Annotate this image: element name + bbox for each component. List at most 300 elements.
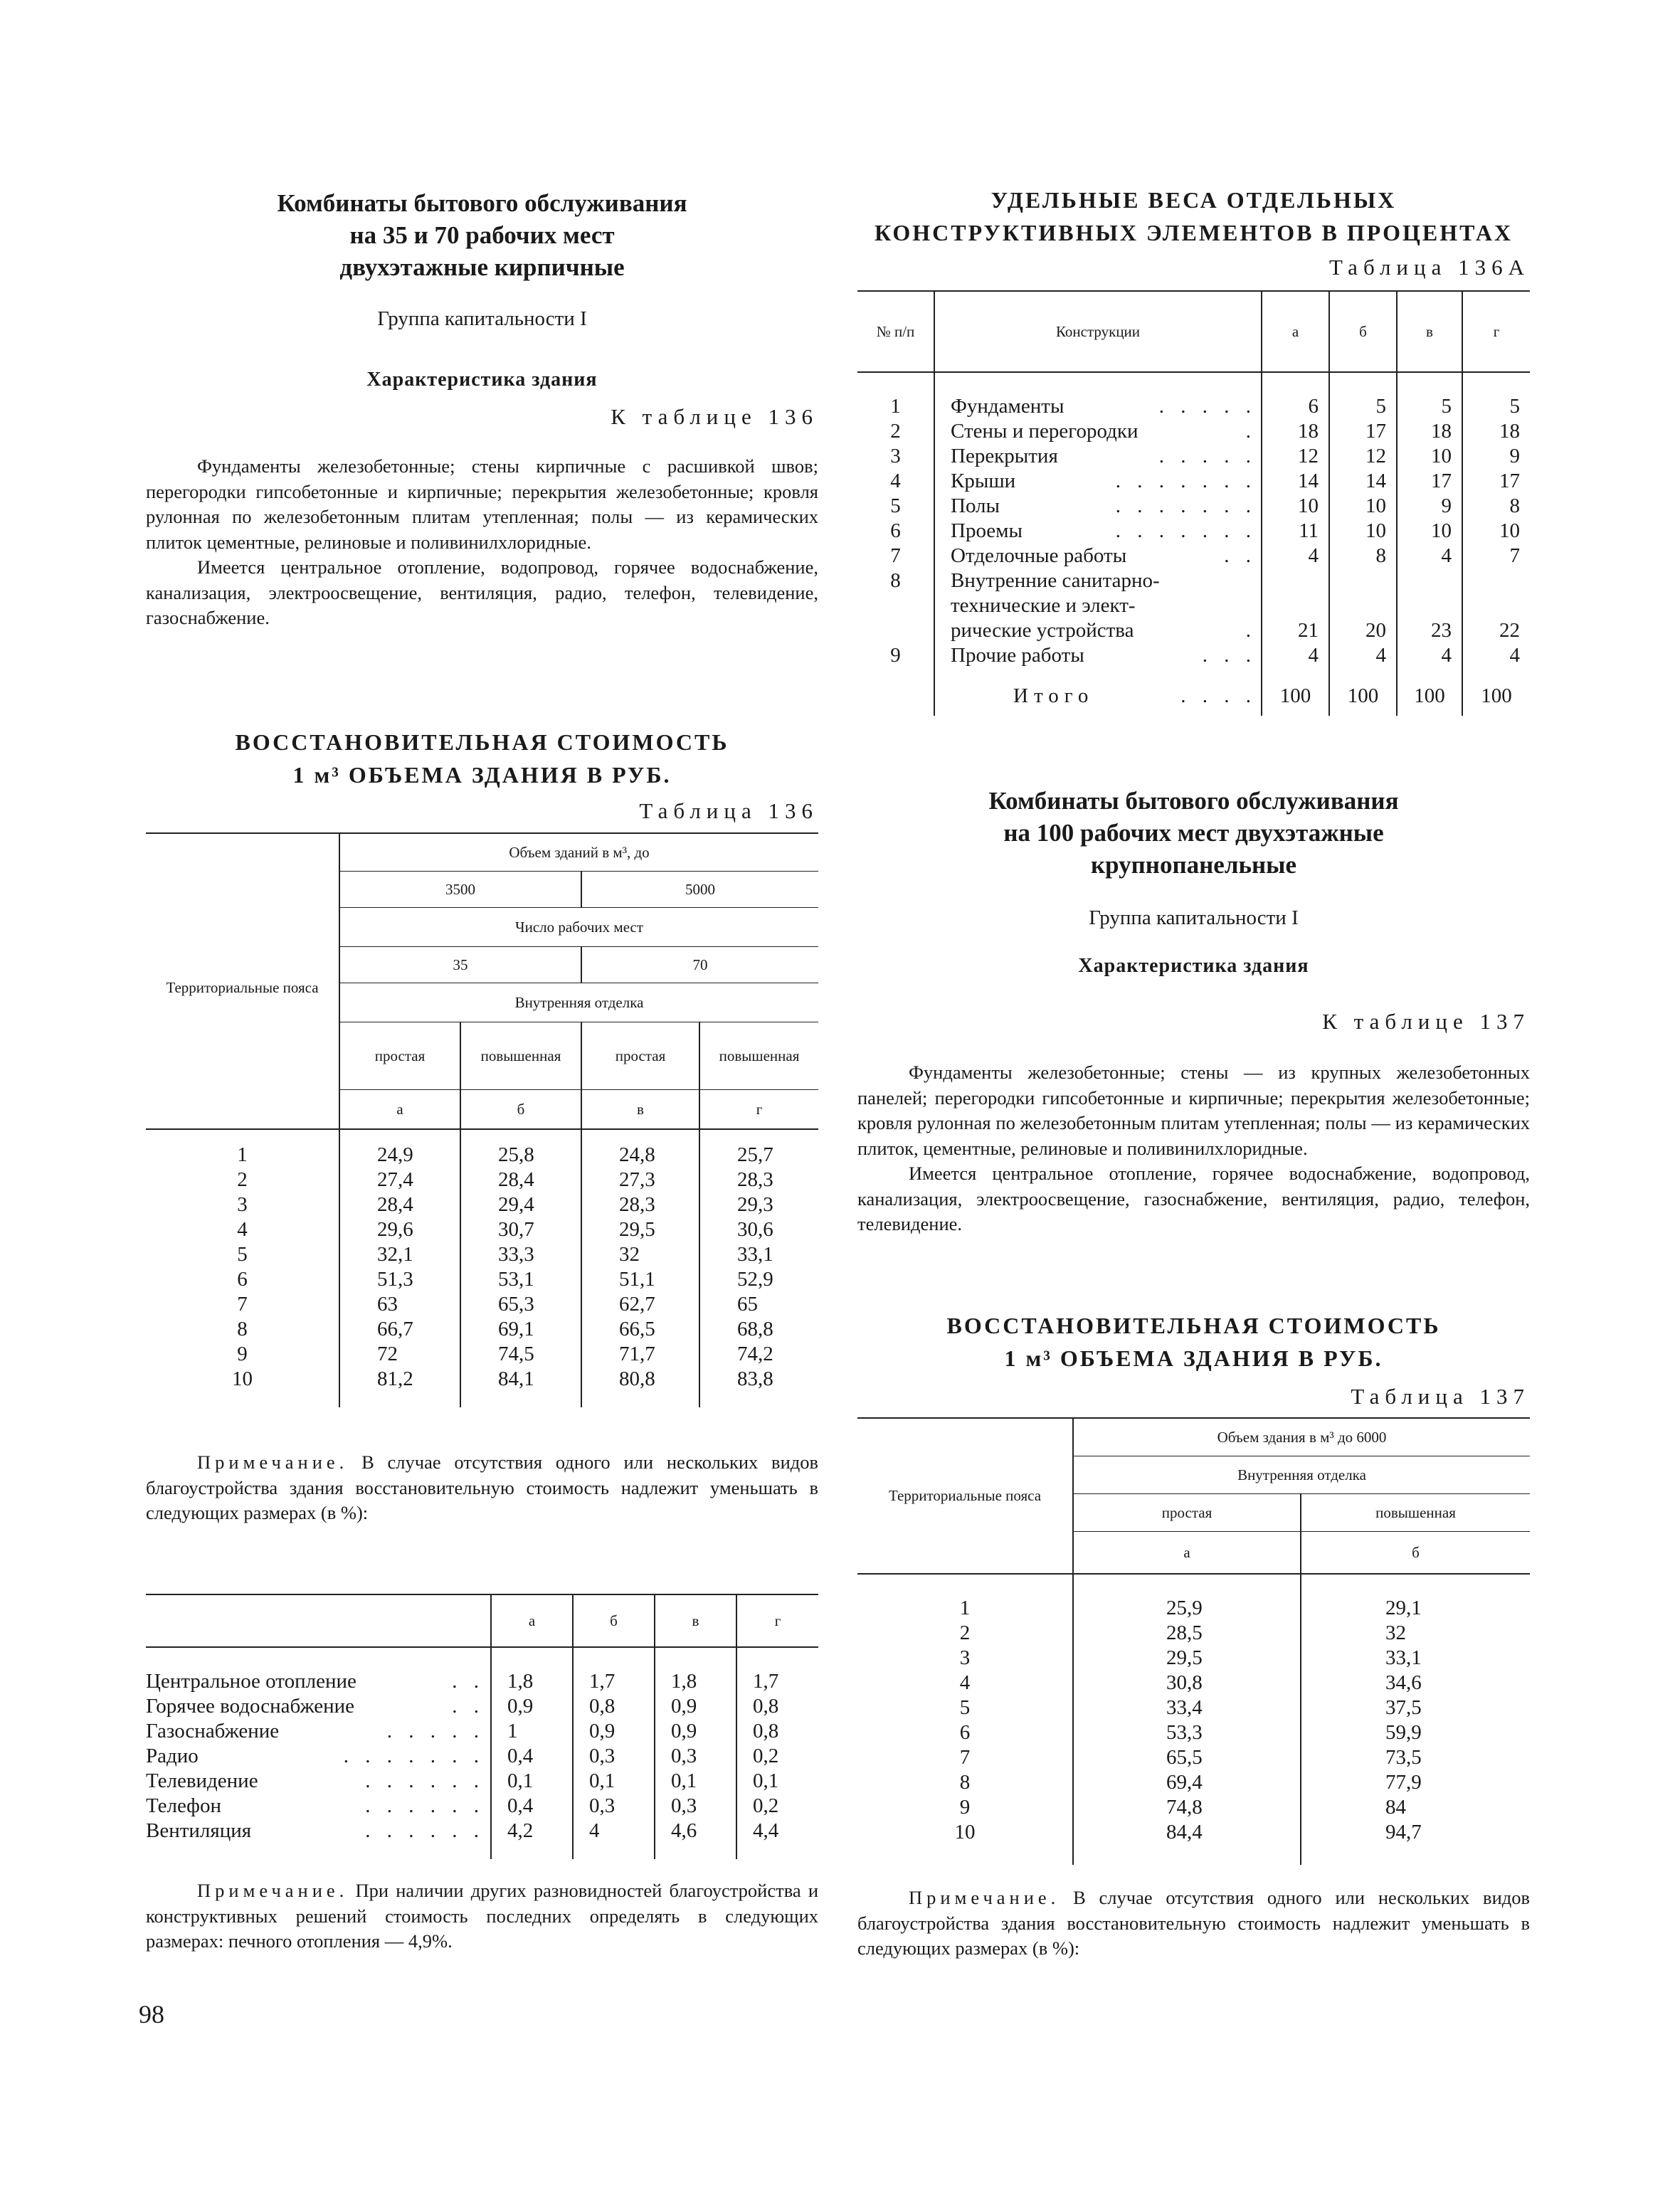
- cost-heading: [146, 726, 818, 791]
- leader-dots: . . . . .: [1158, 395, 1257, 418]
- table-row: [857, 1671, 1530, 1695]
- construction-name: Проемы: [951, 519, 1023, 542]
- finish-type: простая: [1073, 1494, 1301, 1532]
- cost-value: 80,8: [581, 1367, 699, 1407]
- zone-number: 3: [959, 1646, 971, 1669]
- reduction-value: 1,7: [573, 1647, 655, 1694]
- reduction-value: 0,3: [573, 1744, 655, 1769]
- cost-value: 65,3: [460, 1292, 581, 1317]
- cost-value: 81,2: [339, 1367, 460, 1407]
- total-value: 100: [1462, 668, 1530, 716]
- cost-value: 72: [339, 1342, 460, 1367]
- table-row: [146, 1292, 818, 1317]
- finish-header: Внутренняя отделка: [339, 983, 818, 1022]
- leader-dots: . . . . . .: [365, 1794, 485, 1817]
- heading-line: ВОССТАНОВИТЕЛЬНАЯ СТОИМОСТЬ: [235, 729, 729, 755]
- column-letter: а: [491, 1594, 573, 1647]
- finish-type: повышенная: [1301, 1494, 1530, 1532]
- reduction-value: 0,3: [655, 1794, 736, 1819]
- cost-value: 33,3: [460, 1242, 581, 1267]
- cost-value: 32,1: [339, 1242, 460, 1267]
- table-row: [146, 1719, 818, 1744]
- cost-value: 37,5: [1301, 1695, 1530, 1720]
- workers-header: Число рабочих мест: [339, 908, 818, 947]
- reduction-value: 0,2: [736, 1744, 818, 1769]
- column-letter: г: [736, 1594, 818, 1647]
- reduction-value: 4,4: [736, 1819, 818, 1859]
- reduction-value: 1,7: [736, 1647, 818, 1694]
- weight-value: 9: [1397, 494, 1462, 519]
- column-letter: б: [1329, 291, 1397, 372]
- cost-value: 62,7: [581, 1292, 699, 1317]
- construction-cell: [934, 568, 1262, 643]
- building-description: [146, 454, 818, 631]
- table-row: [857, 544, 1530, 568]
- cost-value: 66,5: [581, 1317, 699, 1342]
- table-row: [146, 1217, 818, 1242]
- title-line: на 100 рабочих мест двухэтажные: [1003, 819, 1384, 847]
- cost-value: 59,9: [1301, 1720, 1530, 1745]
- finish-type: повышенная: [699, 1022, 818, 1090]
- description-paragraph: Имеется центральное отопление, водопровод, горячее водоснабжение, канализация, электроосвещение, вентиляция, радио, телефон, телевидение, газоснабжение.: [146, 556, 818, 628]
- zone-number: 9: [237, 1343, 248, 1365]
- zone-number: 5: [237, 1243, 248, 1266]
- note-label: Примечание.: [909, 1887, 1060, 1908]
- row-number: 7: [890, 544, 901, 567]
- weight-value: 18: [1462, 419, 1530, 444]
- table-row: [857, 494, 1530, 519]
- reduction-value: 0,1: [573, 1769, 655, 1794]
- zone-number: 1: [959, 1597, 971, 1619]
- construction-line: [951, 544, 1257, 568]
- column-letter: б: [460, 1090, 581, 1130]
- amenity-name: Радио: [146, 1745, 199, 1767]
- table-row: [146, 1744, 818, 1769]
- weight-value: 4: [1262, 544, 1329, 568]
- finish-type: простая: [339, 1022, 460, 1090]
- table-row: [857, 568, 1530, 643]
- table-row: [857, 519, 1530, 544]
- title-line: на 35 и 70 рабочих мест: [349, 221, 615, 249]
- cost-value: 71,7: [581, 1342, 699, 1367]
- reduction-value: 0,3: [655, 1744, 736, 1769]
- zone-header: Территориальные пояса: [166, 979, 319, 996]
- workers-value: 70: [581, 947, 818, 983]
- table-row: [857, 643, 1530, 668]
- construction-name: Стены и перегородки: [951, 420, 1139, 443]
- cost-value: 29,3: [699, 1192, 818, 1217]
- volume-value: 3500: [339, 872, 581, 908]
- table-row: [146, 1794, 818, 1819]
- table-row: [857, 1621, 1530, 1646]
- construction-line: [951, 643, 1257, 668]
- table-label: Таблица 136А: [1329, 255, 1530, 280]
- note-paragraph: [146, 1450, 818, 1526]
- note-3: [857, 1885, 1530, 1962]
- cost-value: 84,1: [460, 1367, 581, 1407]
- cost-value: 29,5: [1073, 1646, 1301, 1671]
- column-letter: в: [581, 1090, 699, 1130]
- page-number: 98: [139, 2000, 164, 2028]
- table-row: [146, 1317, 818, 1342]
- total-value: 100: [1262, 668, 1329, 716]
- row-number: 6: [890, 519, 901, 542]
- amenities-table: [146, 1594, 818, 1859]
- weight-value: 5: [1329, 372, 1397, 419]
- note-2: [146, 1878, 818, 1954]
- amenity-name-cell: [146, 1694, 491, 1719]
- reduction-value: 1: [491, 1719, 573, 1744]
- cost-value: 33,1: [699, 1242, 818, 1267]
- table-row: [146, 1129, 818, 1168]
- cost-value: 25,8: [460, 1129, 581, 1168]
- total-value: 100: [1329, 668, 1397, 716]
- table-row: [146, 1819, 818, 1859]
- note-text: В случае отсутствия одного или нескольких видов благоустройства здания восстановительную стоимость надлежит уменьшать в следующих размерах (в %):: [146, 1451, 818, 1523]
- cost-value: 28,3: [699, 1168, 818, 1192]
- column-letter: а: [1073, 1532, 1301, 1575]
- construction-name: технические и элект-: [951, 594, 1136, 617]
- cost-value: 25,7: [699, 1129, 818, 1168]
- heading-line: КОНСТРУКТИВНЫХ ЭЛЕМЕНТОВ В ПРОЦЕНТАХ: [874, 220, 1513, 245]
- reduction-value: 4: [573, 1819, 655, 1859]
- volume-value: 5000: [581, 872, 818, 908]
- reduction-value: 0,2: [736, 1794, 818, 1819]
- reduction-value: 0,4: [491, 1744, 573, 1769]
- weight-value: 12: [1262, 444, 1329, 469]
- heading-line: УДЕЛЬНЫЕ ВЕСА ОТДЕЛЬНЫХ: [990, 187, 1397, 213]
- construction-name: Перекрытия: [951, 445, 1058, 467]
- zone-number: 6: [959, 1721, 971, 1744]
- cost-value: 74,5: [460, 1342, 581, 1367]
- construction-name: рические устройства: [951, 619, 1134, 642]
- column-letter: б: [1301, 1532, 1530, 1575]
- construction-name: Внутренние санитарно-: [951, 569, 1160, 592]
- table-row: [857, 1695, 1530, 1720]
- reduction-value: 0,3: [573, 1794, 655, 1819]
- cost-value: 33,1: [1301, 1646, 1530, 1671]
- total-label-cell: [934, 668, 1262, 716]
- construction-cell: [934, 519, 1262, 544]
- cost-heading: [857, 1309, 1530, 1375]
- heading-line: ВОССТАНОВИТЕЛЬНАЯ СТОИМОСТЬ: [946, 1313, 1441, 1338]
- weight-value: 5: [1462, 372, 1530, 419]
- column-letter: а: [339, 1090, 460, 1130]
- leader-dots: . . . . .: [386, 1720, 485, 1742]
- cost-value: 73,5: [1301, 1745, 1530, 1770]
- cost-value: 74,8: [1073, 1795, 1301, 1820]
- leader-dots: . .: [452, 1695, 485, 1718]
- cost-value: 53,3: [1073, 1720, 1301, 1745]
- amenity-name-cell: [146, 1769, 491, 1794]
- reduction-value: 4,6: [655, 1819, 736, 1859]
- volume-header: Объем зданий в м³, до: [339, 833, 818, 872]
- leader-dots: . .: [452, 1670, 485, 1693]
- weight-value: 20: [1329, 568, 1397, 643]
- column-letter: а: [1262, 291, 1329, 372]
- table-row: [146, 1192, 818, 1217]
- total-label: Итого: [1013, 684, 1094, 707]
- weight-value: 23: [1397, 568, 1462, 643]
- constructions-header: Конструкции: [934, 291, 1262, 372]
- amenity-name-cell: [146, 1744, 491, 1769]
- leader-dots: . . . . . .: [365, 1769, 485, 1792]
- leader-dots: .: [1245, 619, 1257, 642]
- construction-name: Прочие работы: [951, 644, 1084, 667]
- characteristics-heading: Характеристика здания: [366, 369, 598, 391]
- row-number: 3: [890, 445, 901, 467]
- cost-value: 29,4: [460, 1192, 581, 1217]
- cost-value: 34,6: [1301, 1671, 1530, 1695]
- construction-line: [951, 394, 1257, 419]
- leader-dots: . . . . . . .: [1115, 494, 1257, 517]
- table-row: [146, 1647, 818, 1694]
- amenity-name-cell: [146, 1794, 491, 1819]
- cost-value: 51,1: [581, 1267, 699, 1292]
- volume-header: Объем здания в м³ до 6000: [1073, 1418, 1530, 1456]
- table-136: [146, 832, 818, 1407]
- cost-value: 24,8: [581, 1129, 699, 1168]
- construction-line: [951, 419, 1257, 444]
- cost-value: 65: [699, 1292, 818, 1317]
- zone-number: 5: [959, 1696, 971, 1719]
- weight-value: 4: [1462, 643, 1530, 668]
- amenity-name-cell: [146, 1819, 491, 1859]
- construction-name: Полы: [951, 494, 1000, 517]
- amenity-header-blank: [146, 1594, 491, 1647]
- leader-dots: . . . . . . .: [1115, 470, 1257, 492]
- column-letter: в: [655, 1594, 736, 1647]
- capital-group: Группа капитальности I: [1089, 906, 1299, 929]
- row-number: 5: [890, 494, 901, 517]
- weight-value: 22: [1462, 568, 1530, 643]
- table-row: [857, 372, 1530, 419]
- note-text: В случае отсутствия одного или нескольких видов благоустройства здания восстановительную стоимость надлежит уменьшать в следующих размерах (в %):: [857, 1887, 1530, 1959]
- cost-value: 28,3: [581, 1192, 699, 1217]
- table-row: [857, 1646, 1530, 1671]
- zone-number: 10: [232, 1367, 253, 1390]
- cost-value: 94,7: [1301, 1820, 1530, 1865]
- cost-value: 84: [1301, 1795, 1530, 1820]
- weight-value: 18: [1397, 419, 1462, 444]
- construction-line: [951, 469, 1257, 494]
- leader-dots: . . . . . .: [365, 1819, 485, 1842]
- cost-value: 29,6: [339, 1217, 460, 1242]
- cost-value: 33,4: [1073, 1695, 1301, 1720]
- column-letter: б: [573, 1594, 655, 1647]
- reduction-value: 0,9: [655, 1719, 736, 1744]
- cost-value: 30,6: [699, 1217, 818, 1242]
- weight-value: 4: [1329, 643, 1397, 668]
- cost-value: 69,1: [460, 1317, 581, 1342]
- weight-value: 9: [1462, 444, 1530, 469]
- title-line: крупнопанельные: [1090, 851, 1297, 879]
- amenity-name: Телефон: [146, 1794, 221, 1817]
- column-letter: г: [1462, 291, 1530, 372]
- zone-number: 8: [237, 1318, 248, 1340]
- construction-cell: [934, 494, 1262, 519]
- zone-number: 10: [954, 1821, 976, 1843]
- cost-value: 77,9: [1301, 1770, 1530, 1795]
- table-row: [146, 1342, 818, 1367]
- weight-value: 18: [1262, 419, 1329, 444]
- weight-value: 10: [1462, 519, 1530, 544]
- construction-name: Крыши: [951, 470, 1016, 492]
- weight-value: 10: [1262, 494, 1329, 519]
- table-reference: К таблице 137: [1322, 1009, 1530, 1034]
- cost-value: 29,5: [581, 1217, 699, 1242]
- table-row: [857, 1720, 1530, 1745]
- amenity-name: Вентиляция: [146, 1819, 252, 1842]
- cost-value: 30,8: [1073, 1671, 1301, 1695]
- cost-value: 83,8: [699, 1367, 818, 1407]
- weight-value: 5: [1397, 372, 1462, 419]
- zone-number: 7: [237, 1293, 248, 1316]
- cost-value: 52,9: [699, 1267, 818, 1292]
- column-letter: в: [1397, 291, 1462, 372]
- weight-value: 4: [1397, 643, 1462, 668]
- row-number: 1: [890, 395, 901, 418]
- construction-line: [951, 593, 1257, 618]
- table-row: [146, 1769, 818, 1794]
- construction-line: [951, 444, 1257, 469]
- cost-value: 24,9: [339, 1129, 460, 1168]
- construction-line: [951, 618, 1257, 643]
- section-title: [146, 187, 818, 283]
- note-label: Примечание.: [197, 1451, 349, 1473]
- cost-value: 27,3: [581, 1168, 699, 1192]
- table-row: [146, 1267, 818, 1292]
- cost-value: 28,4: [339, 1192, 460, 1217]
- zone-number: 4: [237, 1218, 248, 1241]
- leader-dots: . .: [1224, 544, 1257, 567]
- cost-value: 27,4: [339, 1168, 460, 1192]
- weight-value: 4: [1397, 544, 1462, 568]
- zone-number: 3: [237, 1193, 248, 1216]
- row-number: 8: [890, 569, 901, 592]
- weight-value: 14: [1329, 469, 1397, 494]
- cost-value: 28,4: [460, 1168, 581, 1192]
- description-paragraph: Имеется центральное отопление, горячее водоснабжение, водопровод, канализация, электроосвещение, газоснабжение, вентиляция, радио, телефон, телевидение.: [857, 1163, 1530, 1234]
- column-letter: г: [699, 1090, 818, 1130]
- weight-value: 10: [1397, 444, 1462, 469]
- description-paragraph: Фундаменты железобетонные; стены — из крупных железобетонных панелей; перегородки гипсобетонные и кирпичные; перекрытия железобетонные; кровля рулонная по железобетонным плитам утепленная; полы — из керамических плиток, цементные, релиновые и поливинилхлоридные.: [857, 1062, 1530, 1159]
- leader-dots: . . . . . . .: [1115, 519, 1257, 542]
- section-title: [857, 785, 1530, 881]
- table-row: [857, 1770, 1530, 1795]
- reduction-value: 0,1: [655, 1769, 736, 1794]
- finish-type: повышенная: [460, 1022, 581, 1090]
- reduction-value: 0,8: [736, 1719, 818, 1744]
- construction-cell: [934, 544, 1262, 568]
- title-line: Комбинаты бытового обслуживания: [988, 787, 1399, 815]
- number-header: № п/п: [876, 322, 915, 340]
- construction-name: Отделочные работы: [951, 544, 1127, 567]
- note-text: При наличии других разновидностей благоустройства и конструктивных решений стоимость последних определять в следующих размерах: печного отопления — 4,9%.: [146, 1880, 818, 1952]
- reduction-value: 0,9: [573, 1719, 655, 1744]
- construction-cell: [934, 444, 1262, 469]
- characteristics-heading: Характеристика здания: [1078, 955, 1309, 977]
- amenity-name: Центральное отопление: [146, 1670, 356, 1693]
- cost-value: 74,2: [699, 1342, 818, 1367]
- reduction-value: 0,1: [736, 1769, 818, 1794]
- zone-number: 6: [237, 1268, 248, 1291]
- total-blank: [857, 668, 934, 716]
- reduction-value: 0,1: [491, 1769, 573, 1794]
- weights-heading: [857, 184, 1530, 249]
- weight-value: 10: [1329, 494, 1397, 519]
- table-row: [146, 1168, 818, 1192]
- cost-value: 84,4: [1073, 1820, 1301, 1865]
- construction-cell: [934, 643, 1262, 668]
- finish-header: Внутренняя отделка: [1073, 1456, 1530, 1494]
- row-number: 4: [890, 470, 901, 492]
- zone-number: 2: [237, 1168, 248, 1191]
- leader-dots: .: [1245, 420, 1257, 443]
- reduction-value: 0,8: [573, 1694, 655, 1719]
- reduction-value: 0,9: [655, 1694, 736, 1719]
- leader-dots: . . . . . . .: [343, 1745, 485, 1767]
- reduction-value: 0,4: [491, 1794, 573, 1819]
- zone-number: 7: [959, 1746, 971, 1769]
- cost-value: 29,1: [1301, 1574, 1530, 1621]
- table-label: Таблица 137: [1351, 1384, 1530, 1409]
- heading-line: 1 м³ ОБЪЕМА ЗДАНИЯ В РУБ.: [292, 762, 672, 788]
- leader-dots: . . .: [1202, 644, 1257, 667]
- row-number: 2: [890, 420, 901, 443]
- weight-value: 11: [1262, 519, 1329, 544]
- weight-value: 21: [1262, 568, 1329, 643]
- leader-dots: . . . .: [1180, 684, 1257, 707]
- weight-value: 8: [1462, 494, 1530, 519]
- note-paragraph: [146, 1878, 818, 1954]
- construction-line: [951, 519, 1257, 544]
- building-description: [857, 1060, 1530, 1237]
- table-row: [857, 469, 1530, 494]
- table-137: [857, 1417, 1530, 1865]
- weight-value: 10: [1397, 519, 1462, 544]
- weight-value: 7: [1462, 544, 1530, 568]
- table-row: [857, 1795, 1530, 1820]
- zone-number: 1: [237, 1143, 248, 1166]
- cost-value: 65,5: [1073, 1745, 1301, 1770]
- weight-value: 14: [1262, 469, 1329, 494]
- cost-value: 69,4: [1073, 1770, 1301, 1795]
- cost-value: 32: [581, 1242, 699, 1267]
- note-paragraph: [857, 1885, 1530, 1962]
- note-label: Примечание.: [197, 1880, 349, 1901]
- title-line: Комбинаты бытового обслуживания: [277, 189, 687, 217]
- table-row: [857, 1574, 1530, 1621]
- leader-dots: . . . . .: [1158, 445, 1257, 467]
- weight-value: 4: [1262, 643, 1329, 668]
- cost-value: 28,5: [1073, 1621, 1301, 1646]
- title-line: двухэтажные кирпичные: [339, 253, 625, 281]
- cost-value: 32: [1301, 1621, 1530, 1646]
- finish-type: простая: [581, 1022, 699, 1090]
- weight-value: 12: [1329, 444, 1397, 469]
- weight-value: 8: [1329, 544, 1397, 568]
- row-number: 9: [890, 644, 901, 667]
- total-row: [857, 668, 1530, 716]
- total-value: 100: [1397, 668, 1462, 716]
- table-label: Таблица 136: [639, 798, 818, 823]
- construction-cell: [934, 419, 1262, 444]
- table-row: [857, 1820, 1530, 1865]
- reduction-value: 4,2: [491, 1819, 573, 1859]
- weight-value: 17: [1397, 469, 1462, 494]
- table-136a: [857, 290, 1530, 716]
